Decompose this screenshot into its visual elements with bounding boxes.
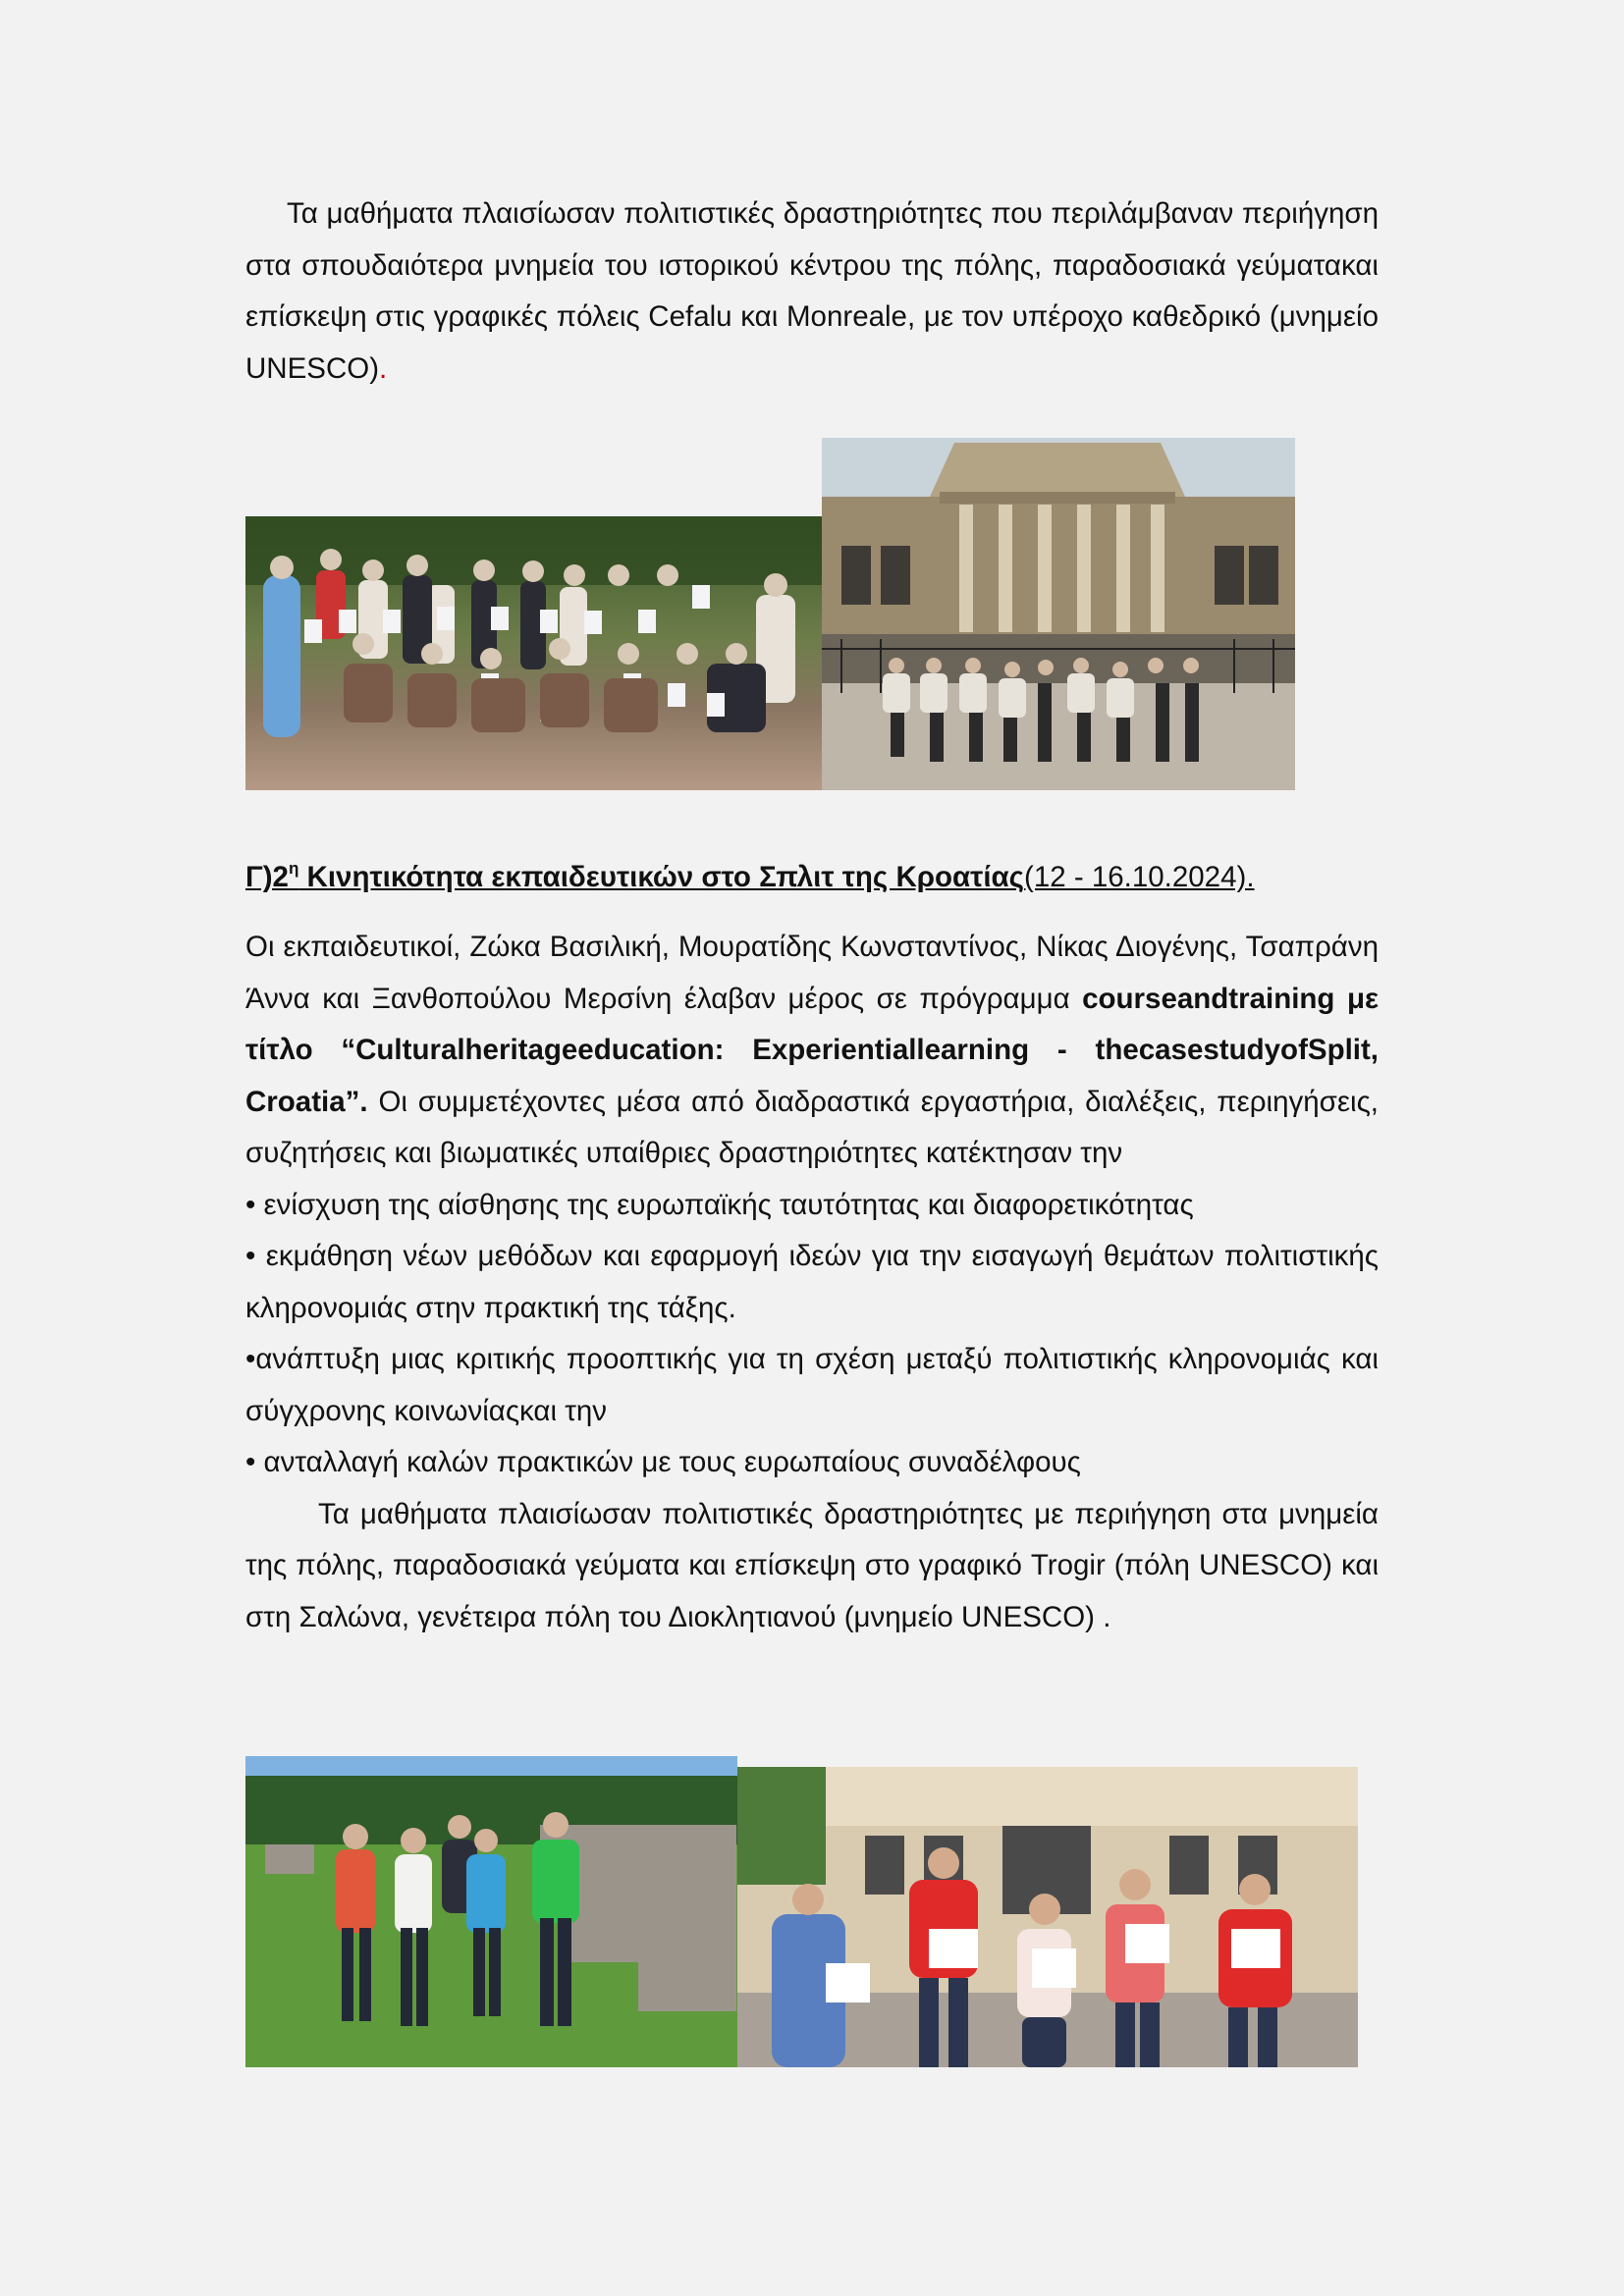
teatro-massimo-group-photo xyxy=(822,438,1295,790)
heading-prefix: Γ)2 xyxy=(245,861,289,893)
course-title: courseandtraining με τίτλο “Culturalheritageeducation: Experientiallearning - thecasestudyofSplit, Croatia”. xyxy=(245,982,1379,1118)
body-paragraph-1 xyxy=(245,922,1379,1180)
closing-paragraph: Τα μαθήματα πλαισίωσαν πολιτιστικές δραστηριότητες με περιήγηση στα μνημεία της πόλης, παραδοσιακά γεύματα και επίσκεψη στο γραφικό Trogir (πόλη UNESCO) και στη Σαλώνα, γενέτειρα πόλη του Διοκλητιανού (μνημείο UNESCO) . xyxy=(245,1497,1379,1633)
section-heading xyxy=(245,852,1379,903)
bullet-item: •ανάπτυξη μιας κριτικής προοπτικής για τη σχέση μεταξύ πολιτιστικής κληρονομιάς και σύγχρονης κοινωνίαςκαι την xyxy=(245,1343,1379,1427)
bullet-item: • εκμάθηση νέων μεθόδων και εφαρμογή ιδεών για την εισαγωγή θεμάτων πολιτιστικής κληρονομιάς στην πρακτική της τάξης. xyxy=(245,1240,1379,1324)
intro-end-mark: . xyxy=(379,351,388,385)
heading-dates: (12 - 16.10.2024). xyxy=(1024,861,1255,893)
heading-superscript: η xyxy=(288,859,299,879)
participants-text: Οι εκπαιδευτικοί, Ζώκα Βασιλική, Μουρατίδης Κωνσταντίνος, Νίκας Διογένης, Τσαπράνη Άννα και Ξανθοπούλου Μερσίνη έλαβαν μέρος σε πρόγραμμα xyxy=(245,931,1379,1015)
intro-text: Τα μαθήματα πλαισίωσαν πολιτιστικές δραστηριότητες που περιλάμβαναν περιήγηση στα σπουδαιότερα μνημεία του ιστορικού κέντρου της πόλης, παραδοσιακά γεύματακαι επίσκεψη στις γραφικές πόλεις Cefalu και Monreale, με τον υπέροχο καθεδρικό (μνημείο UNESCO) xyxy=(245,197,1379,385)
heading-title: Κινητικότητα εκπαιδευτικών στο Σπλιτ της Κροατίας xyxy=(298,861,1024,893)
salona-ruins-group-photo xyxy=(245,1756,737,2067)
certificates-building-group-photo xyxy=(737,1767,1358,2067)
group-certificates-photo xyxy=(245,516,822,790)
body-text xyxy=(245,922,1379,1643)
bullet-item: • ενίσχυση της αίσθησης της ευρωπαϊκής ταυτότητας και διαφορετικότητας xyxy=(245,1188,1194,1221)
bullet-item: • ανταλλαγή καλών πρακτικών με τους ευρωπαίους συναδέλφους xyxy=(245,1446,1081,1478)
activities-text: Οι συμμετέχοντες μέσα από διαδραστικά εργαστήρια, διαλέξεις, περιηγήσεις, συζητήσεις και βιωματικές υπαίθριες δραστηριότητες κατέκτησαν την xyxy=(245,1085,1379,1169)
intro-paragraph xyxy=(245,188,1379,395)
